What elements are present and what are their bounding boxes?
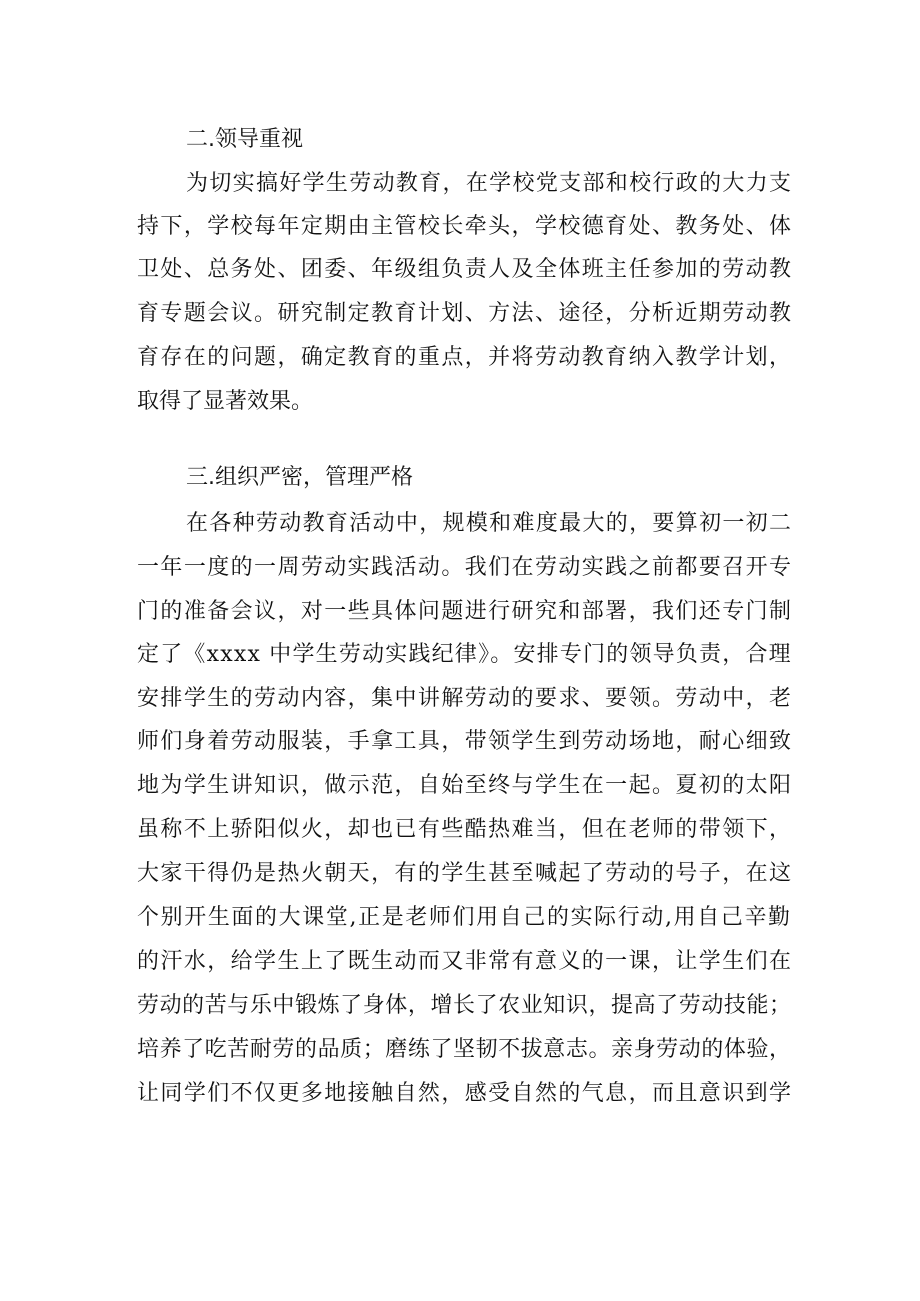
paragraph-line: 地为学生讲知识，做示范，自始至终与学生在一起。夏初的太阳 [137, 773, 793, 798]
paragraph-line: 个别开生面的大课堂,正是老师们用自己的实际行动,用自己辛勤 [137, 905, 792, 930]
section-heading-organization: 三.组织严密，管理严格 [186, 465, 413, 490]
paragraph-line: 一年一度的一周劳动实践活动。我们在劳动实践之前都要召开专 [137, 555, 793, 580]
paragraph-line: 劳动的苦与乐中锻炼了身体，增长了农业知识，提高了劳动技能； [137, 993, 792, 1018]
paragraph-line: 育存在的问题，确定教育的重点，并将劳动教育纳入教学计划， [137, 345, 793, 370]
paragraph-line: 大家干得仍是热火朝天，有的学生甚至喊起了劳动的号子，在这 [137, 861, 793, 886]
paragraph-line: 门的准备会议，对一些具体问题进行研究和部署，我们还专门制 [137, 599, 793, 624]
paragraph-line: 让同学们不仅更多地接触自然，感受自然的气息，而且意识到学 [137, 1081, 793, 1106]
section-heading-leadership: 二.领导重视 [186, 127, 303, 152]
paragraph-line: 虽称不上骄阳似火，却也已有些酷热难当，但在老师的带领下， [137, 817, 793, 842]
paragraph-line: 培养了吃苦耐劳的品质；磨练了坚韧不拔意志。亲身劳动的体验， [137, 1037, 792, 1062]
paragraph-line: 持下，学校每年定期由主管校长牵头，学校德育处、教务处、体 [137, 214, 793, 239]
paragraph-line: 为切实搞好学生劳动教育，在学校党支部和校行政的大力支 [186, 171, 793, 196]
paragraph-line: 在各种劳动教育活动中，规模和难度最大的，要算初一初二 [186, 511, 793, 536]
paragraph-line: 的汗水，给学生上了既生动而又非常有意义的一课，让学生们在 [137, 949, 793, 974]
paragraph-line: 师们身着劳动服装，手拿工具，带领学生到劳动场地，耐心细致 [137, 729, 793, 754]
paragraph-line: 卫处、总务处、团委、年级组负责人及全体班主任参加的劳动教 [137, 257, 793, 282]
paragraph-line: 定了《xxxx 中学生劳动实践纪律》。安排专门的领导负责，合理 [137, 642, 792, 667]
paragraph-line: 取得了显著效果。 [137, 389, 314, 414]
paragraph-line: 育专题会议。研究制定教育计划、方法、途径，分析近期劳动教 [137, 301, 793, 326]
paragraph-line: 安排学生的劳动内容，集中讲解劳动的要求、要领。劳动中，老 [137, 686, 793, 711]
